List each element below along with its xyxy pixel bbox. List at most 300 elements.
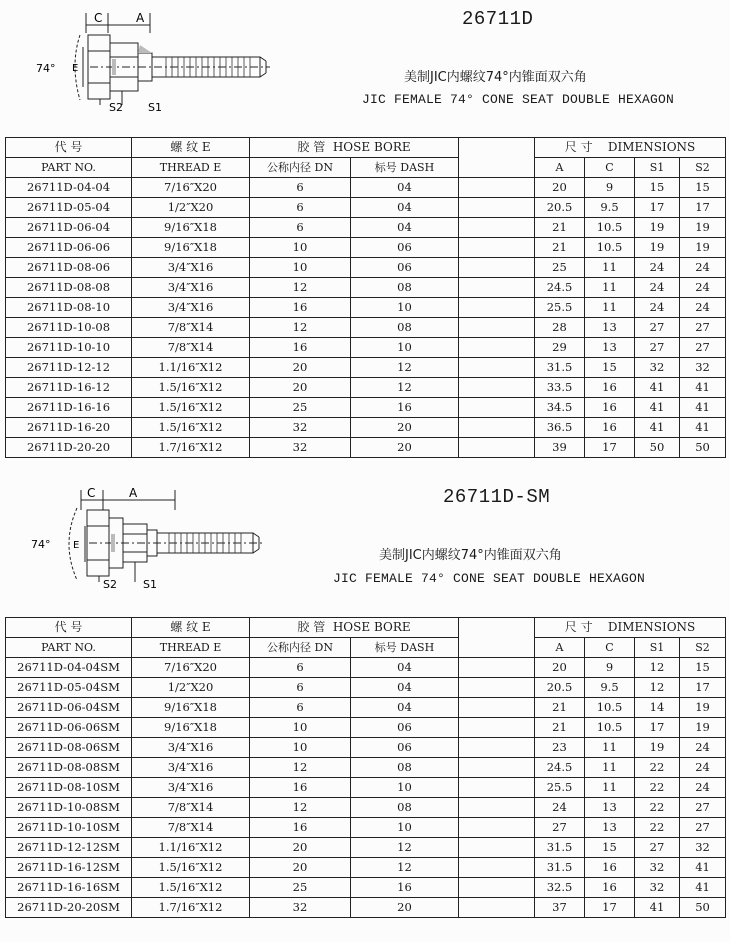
angle-label: 74° — [31, 538, 51, 551]
table-row — [6, 238, 726, 258]
cell-blank — [459, 338, 535, 358]
cell-blank — [459, 778, 535, 798]
header-blank — [459, 138, 535, 158]
header-s1: S1 — [635, 638, 680, 658]
cell-blank — [459, 418, 535, 438]
header-dimensions: 尺 寸 DIMENSIONS — [535, 138, 726, 158]
cell-blank — [459, 398, 535, 418]
cell-dn: 20 — [250, 858, 351, 878]
table-row — [6, 298, 726, 318]
cell-dim-a: 20.5 — [535, 198, 585, 218]
cell-dim-a: 24 — [535, 798, 585, 818]
table-row — [6, 838, 726, 858]
section-26711d — [0, 0, 730, 470]
cell-dn: 10 — [250, 258, 351, 278]
cell-dim-a: 23 — [535, 738, 585, 758]
cell-thread: 1.5/16″X12 — [132, 398, 250, 418]
cell-part-no: 26711D-04-04 — [6, 178, 132, 198]
cell-blank — [459, 378, 535, 398]
dim-a-label: A — [136, 11, 145, 25]
cell-dash: 04 — [351, 678, 459, 698]
header-a: A — [535, 158, 585, 178]
cell-dim-s2: 41 — [680, 418, 726, 438]
header-c: C — [585, 158, 635, 178]
description-en: JIC FEMALE 74° CONE SEAT DOUBLE HEXAGON — [362, 92, 675, 107]
cell-dim-s1: 19 — [635, 218, 680, 238]
table-row — [6, 418, 726, 438]
cell-dim-s1: 27 — [635, 318, 680, 338]
cell-dash: 10 — [351, 778, 459, 798]
cell-dn: 12 — [250, 318, 351, 338]
cell-dim-a: 39 — [535, 438, 585, 458]
cell-part-no: 26711D-10-10 — [6, 338, 132, 358]
cell-thread: 1.7/16″X12 — [132, 898, 250, 918]
cell-dim-s2: 41 — [680, 878, 726, 898]
cell-dim-s2: 19 — [680, 238, 726, 258]
cell-blank — [459, 898, 535, 918]
cell-blank — [459, 358, 535, 378]
cell-dim-s1: 27 — [635, 338, 680, 358]
cell-dash: 20 — [351, 418, 459, 438]
cell-part-no: 26711D-16-12SM — [6, 858, 132, 878]
cell-dim-c: 9 — [585, 658, 635, 678]
cell-dim-c: 16 — [585, 418, 635, 438]
cell-dim-s2: 24 — [680, 278, 726, 298]
cell-dim-s1: 41 — [635, 378, 680, 398]
cell-dim-s2: 41 — [680, 378, 726, 398]
cell-blank — [459, 658, 535, 678]
cell-blank — [459, 758, 535, 778]
cell-part-no: 26711D-16-12 — [6, 378, 132, 398]
cell-blank — [459, 738, 535, 758]
cell-dim-a: 31.5 — [535, 358, 585, 378]
cell-dim-s2: 27 — [680, 818, 726, 838]
cell-thread: 9/16″X18 — [132, 218, 250, 238]
cell-blank — [459, 838, 535, 858]
cell-dash: 12 — [351, 358, 459, 378]
cell-dash: 06 — [351, 718, 459, 738]
cell-dim-s1: 27 — [635, 838, 680, 858]
header-thread: 螺 纹 E — [132, 138, 250, 158]
angle-label: 74° — [36, 62, 56, 75]
cell-dim-s2: 24 — [680, 778, 726, 798]
cell-dim-s2: 50 — [680, 438, 726, 458]
spec-table — [5, 617, 726, 918]
description-cn: 美制JIC内螺纹74°内锥面双六角 — [379, 548, 562, 563]
table-row — [6, 398, 726, 418]
cell-blank — [459, 818, 535, 838]
cell-dim-a: 31.5 — [535, 838, 585, 858]
cell-part-no: 26711D-06-06 — [6, 238, 132, 258]
header-part-no: PART NO. — [6, 158, 132, 178]
cell-dim-c: 15 — [585, 358, 635, 378]
cell-dim-s2: 19 — [680, 698, 726, 718]
header-blank-2 — [459, 638, 535, 658]
cell-blank — [459, 238, 535, 258]
cell-thread: 1.1/16″X12 — [132, 358, 250, 378]
cell-part-no: 26711D-12-12SM — [6, 838, 132, 858]
table-row — [6, 778, 726, 798]
cell-dim-s1: 50 — [635, 438, 680, 458]
dim-s1-label: S1 — [143, 578, 157, 591]
cell-dn: 6 — [250, 658, 351, 678]
dim-s1-label: S1 — [148, 101, 162, 114]
cell-dim-c: 10.5 — [585, 698, 635, 718]
cell-dim-s2: 24 — [680, 738, 726, 758]
dim-e-label: E — [73, 540, 80, 551]
cell-blank — [459, 678, 535, 698]
cell-dim-c: 10.5 — [585, 218, 635, 238]
cell-dim-s1: 14 — [635, 698, 680, 718]
table-row — [6, 378, 726, 398]
cell-thread: 1/2″X20 — [132, 678, 250, 698]
cell-dn: 12 — [250, 758, 351, 778]
cell-part-no: 26711D-08-10SM — [6, 778, 132, 798]
dim-s2-label: S2 — [103, 578, 117, 591]
fitting-drawing — [30, 5, 280, 115]
cell-dim-c: 9 — [585, 178, 635, 198]
cell-dim-c: 17 — [585, 438, 635, 458]
cell-dash: 10 — [351, 298, 459, 318]
cell-dim-c: 13 — [585, 818, 635, 838]
cell-dash: 06 — [351, 738, 459, 758]
cell-dim-s2: 19 — [680, 718, 726, 738]
cell-thread: 1/2″X20 — [132, 198, 250, 218]
cell-thread: 3/4″X16 — [132, 758, 250, 778]
cell-dn: 16 — [250, 818, 351, 838]
cell-part-no: 26711D-06-06SM — [6, 718, 132, 738]
cell-dim-s1: 17 — [635, 198, 680, 218]
cell-dim-a: 24.5 — [535, 278, 585, 298]
header-blank-2 — [459, 158, 535, 178]
cell-dim-a: 31.5 — [535, 858, 585, 878]
header-dn: 公称内径 DN — [250, 158, 351, 178]
cell-dn: 20 — [250, 358, 351, 378]
cell-part-no: 26711D-06-04 — [6, 218, 132, 238]
cell-dim-a: 21 — [535, 218, 585, 238]
header-c: C — [585, 638, 635, 658]
cell-dash: 12 — [351, 378, 459, 398]
table-row — [6, 278, 726, 298]
cell-dn: 12 — [250, 798, 351, 818]
cell-dim-s1: 12 — [635, 678, 680, 698]
cell-blank — [459, 278, 535, 298]
header-dimensions: 尺 寸 DIMENSIONS — [535, 618, 726, 638]
cell-dim-c: 10.5 — [585, 238, 635, 258]
header-dash: 标号 DASH — [351, 638, 459, 658]
cell-dim-c: 16 — [585, 878, 635, 898]
cell-dim-s2: 32 — [680, 838, 726, 858]
cell-dim-s1: 19 — [635, 738, 680, 758]
cell-dim-a: 37 — [535, 898, 585, 918]
cell-dim-c: 10.5 — [585, 718, 635, 738]
cell-dim-a: 20 — [535, 658, 585, 678]
cell-dim-c: 11 — [585, 738, 635, 758]
header-thread: 螺 纹 E — [132, 618, 250, 638]
cell-dim-s2: 41 — [680, 858, 726, 878]
cell-dim-a: 21 — [535, 238, 585, 258]
cell-thread: 3/4″X16 — [132, 258, 250, 278]
cell-dim-s1: 24 — [635, 258, 680, 278]
section-26711d-sm — [0, 470, 730, 942]
cell-blank — [459, 438, 535, 458]
cell-thread: 7/8″X14 — [132, 338, 250, 358]
cell-dim-a: 21 — [535, 698, 585, 718]
table-row — [6, 798, 726, 818]
header-thread-en: THREAD E — [132, 158, 250, 178]
cell-dim-s1: 22 — [635, 778, 680, 798]
cell-dash: 08 — [351, 798, 459, 818]
cell-dn: 6 — [250, 698, 351, 718]
cell-dim-c: 17 — [585, 898, 635, 918]
fitting-drawing — [25, 482, 275, 592]
cell-dim-s1: 41 — [635, 898, 680, 918]
cell-dim-a: 27 — [535, 818, 585, 838]
table-row — [6, 898, 726, 918]
cell-dash: 04 — [351, 178, 459, 198]
cell-dim-s2: 27 — [680, 338, 726, 358]
cell-part-no: 26711D-10-08SM — [6, 798, 132, 818]
header-dash: 标号 DASH — [351, 158, 459, 178]
header-hose: 胶 管 HOSE BORE — [250, 138, 459, 158]
cell-dash: 12 — [351, 838, 459, 858]
cell-dim-a: 34.5 — [535, 398, 585, 418]
cell-dim-s1: 32 — [635, 358, 680, 378]
table-row — [6, 818, 726, 838]
cell-dn: 10 — [250, 718, 351, 738]
dim-a-label: A — [129, 486, 138, 500]
cell-thread: 3/4″X16 — [132, 298, 250, 318]
cell-dim-c: 16 — [585, 378, 635, 398]
cell-dash: 20 — [351, 438, 459, 458]
cell-dim-s1: 12 — [635, 658, 680, 678]
dim-e-label: E — [72, 63, 79, 74]
table-row — [6, 678, 726, 698]
cell-dn: 16 — [250, 338, 351, 358]
cell-dim-c: 9.5 — [585, 678, 635, 698]
cell-dash: 16 — [351, 398, 459, 418]
cell-blank — [459, 218, 535, 238]
table-row — [6, 438, 726, 458]
header-s2: S2 — [680, 158, 726, 178]
cell-dim-c: 11 — [585, 258, 635, 278]
cell-part-no: 26711D-10-08 — [6, 318, 132, 338]
cell-part-no: 26711D-20-20SM — [6, 898, 132, 918]
cell-dash: 04 — [351, 658, 459, 678]
table-row — [6, 658, 726, 678]
cell-dn: 6 — [250, 178, 351, 198]
cell-dim-a: 36.5 — [535, 418, 585, 438]
cell-thread: 3/4″X16 — [132, 778, 250, 798]
cell-dim-s1: 24 — [635, 298, 680, 318]
cell-dim-s2: 15 — [680, 658, 726, 678]
dim-s2-label: S2 — [109, 101, 123, 114]
header-part-no: PART NO. — [6, 638, 132, 658]
cell-dn: 12 — [250, 278, 351, 298]
cell-dim-s2: 24 — [680, 758, 726, 778]
table-row — [6, 198, 726, 218]
cell-dim-s2: 17 — [680, 198, 726, 218]
cell-dim-s1: 22 — [635, 798, 680, 818]
cell-dim-c: 13 — [585, 318, 635, 338]
cell-dn: 10 — [250, 238, 351, 258]
header-thread-en: THREAD E — [132, 638, 250, 658]
table-row — [6, 878, 726, 898]
cell-part-no: 26711D-08-08 — [6, 278, 132, 298]
table-row — [6, 318, 726, 338]
dim-c-label: C — [94, 11, 103, 25]
cell-dash: 20 — [351, 898, 459, 918]
cell-dash: 16 — [351, 878, 459, 898]
table-row — [6, 758, 726, 778]
cell-blank — [459, 858, 535, 878]
cell-part-no: 26711D-12-12 — [6, 358, 132, 378]
table-row — [6, 358, 726, 378]
cell-dn: 6 — [250, 218, 351, 238]
cell-dim-a: 20.5 — [535, 678, 585, 698]
cell-dim-s1: 41 — [635, 418, 680, 438]
cell-blank — [459, 178, 535, 198]
cell-part-no: 26711D-16-16 — [6, 398, 132, 418]
cell-dn: 6 — [250, 678, 351, 698]
cell-blank — [459, 298, 535, 318]
cell-dim-s2: 15 — [680, 178, 726, 198]
cell-dim-a: 33.5 — [535, 378, 585, 398]
cell-dim-s1: 41 — [635, 398, 680, 418]
cell-thread: 1.1/16″X12 — [132, 838, 250, 858]
cell-dn: 32 — [250, 418, 351, 438]
dim-c-label: C — [87, 486, 96, 500]
cell-dim-s2: 41 — [680, 398, 726, 418]
cell-thread: 7/16″X20 — [132, 658, 250, 678]
cell-thread: 9/16″X18 — [132, 698, 250, 718]
cell-dn: 16 — [250, 778, 351, 798]
table-row — [6, 218, 726, 238]
cell-dim-c: 15 — [585, 838, 635, 858]
cell-blank — [459, 798, 535, 818]
cell-dim-s2: 24 — [680, 298, 726, 318]
table-row — [6, 858, 726, 878]
header-s1: S1 — [635, 158, 680, 178]
cell-dim-a: 32.5 — [535, 878, 585, 898]
cell-dn: 20 — [250, 838, 351, 858]
cell-dim-s1: 17 — [635, 718, 680, 738]
cell-dim-s1: 15 — [635, 178, 680, 198]
cell-dn: 10 — [250, 738, 351, 758]
table-row — [6, 338, 726, 358]
cell-dash: 04 — [351, 198, 459, 218]
cell-dim-s1: 24 — [635, 278, 680, 298]
cell-dn: 25 — [250, 878, 351, 898]
cell-thread: 7/16″X20 — [132, 178, 250, 198]
cell-thread: 1.7/16″X12 — [132, 438, 250, 458]
cell-part-no: 26711D-05-04SM — [6, 678, 132, 698]
cell-part-no: 26711D-08-06SM — [6, 738, 132, 758]
cell-dim-c: 16 — [585, 858, 635, 878]
table-row — [6, 738, 726, 758]
cell-dash: 08 — [351, 278, 459, 298]
cell-dash: 12 — [351, 858, 459, 878]
cell-thread: 3/4″X16 — [132, 278, 250, 298]
cell-thread: 1.5/16″X12 — [132, 878, 250, 898]
cell-dash: 08 — [351, 758, 459, 778]
model-title: 26711D — [462, 8, 534, 30]
cell-dim-c: 11 — [585, 758, 635, 778]
cell-dn: 32 — [250, 438, 351, 458]
cell-blank — [459, 718, 535, 738]
table-row — [6, 258, 726, 278]
header-hose: 胶 管 HOSE BORE — [250, 618, 459, 638]
cell-dash: 04 — [351, 218, 459, 238]
cell-part-no: 26711D-06-04SM — [6, 698, 132, 718]
cell-thread: 1.5/16″X12 — [132, 858, 250, 878]
cell-dim-s2: 17 — [680, 678, 726, 698]
cell-thread: 9/16″X18 — [132, 238, 250, 258]
cell-dim-s2: 50 — [680, 898, 726, 918]
cell-thread: 1.5/16″X12 — [132, 418, 250, 438]
cell-dim-c: 11 — [585, 298, 635, 318]
cell-dim-s1: 32 — [635, 878, 680, 898]
cell-thread: 7/8″X14 — [132, 318, 250, 338]
cell-blank — [459, 878, 535, 898]
cell-dim-s2: 27 — [680, 798, 726, 818]
cell-part-no: 26711D-10-10SM — [6, 818, 132, 838]
header-code: 代 号 — [6, 618, 132, 638]
cell-dim-s1: 19 — [635, 238, 680, 258]
cell-part-no: 26711D-16-20 — [6, 418, 132, 438]
cell-dim-s1: 22 — [635, 758, 680, 778]
cell-dim-s2: 32 — [680, 358, 726, 378]
cell-dim-a: 20 — [535, 178, 585, 198]
cell-thread: 9/16″X18 — [132, 718, 250, 738]
cell-dn: 20 — [250, 378, 351, 398]
cell-part-no: 26711D-04-04SM — [6, 658, 132, 678]
cell-dim-s1: 22 — [635, 818, 680, 838]
cell-dim-c: 9.5 — [585, 198, 635, 218]
description-cn: 美制JIC内螺纹74°内锥面双六角 — [404, 70, 587, 85]
cell-dash: 06 — [351, 238, 459, 258]
cell-dash: 06 — [351, 258, 459, 278]
header-dn: 公称内径 DN — [250, 638, 351, 658]
cell-dim-s2: 24 — [680, 258, 726, 278]
cell-blank — [459, 698, 535, 718]
cell-dim-c: 11 — [585, 778, 635, 798]
cell-dim-c: 13 — [585, 338, 635, 358]
spec-rows — [6, 178, 726, 458]
cell-dn: 16 — [250, 298, 351, 318]
cell-dn: 6 — [250, 198, 351, 218]
cell-part-no: 26711D-20-20 — [6, 438, 132, 458]
cell-blank — [459, 318, 535, 338]
cell-blank — [459, 198, 535, 218]
table-row — [6, 718, 726, 738]
spec-rows — [6, 658, 726, 918]
cell-dim-a: 24.5 — [535, 758, 585, 778]
cell-dn: 25 — [250, 398, 351, 418]
cell-dim-a: 25.5 — [535, 298, 585, 318]
cell-dim-s2: 19 — [680, 218, 726, 238]
table-row — [6, 698, 726, 718]
table-row — [6, 178, 726, 198]
description-en: JIC FEMALE 74° CONE SEAT DOUBLE HEXAGON — [333, 571, 646, 586]
cell-part-no: 26711D-08-06 — [6, 258, 132, 278]
cell-thread: 7/8″X14 — [132, 818, 250, 838]
cell-dim-a: 29 — [535, 338, 585, 358]
cell-blank — [459, 258, 535, 278]
cell-dim-a: 21 — [535, 718, 585, 738]
cell-dim-c: 11 — [585, 278, 635, 298]
cell-thread: 3/4″X16 — [132, 738, 250, 758]
